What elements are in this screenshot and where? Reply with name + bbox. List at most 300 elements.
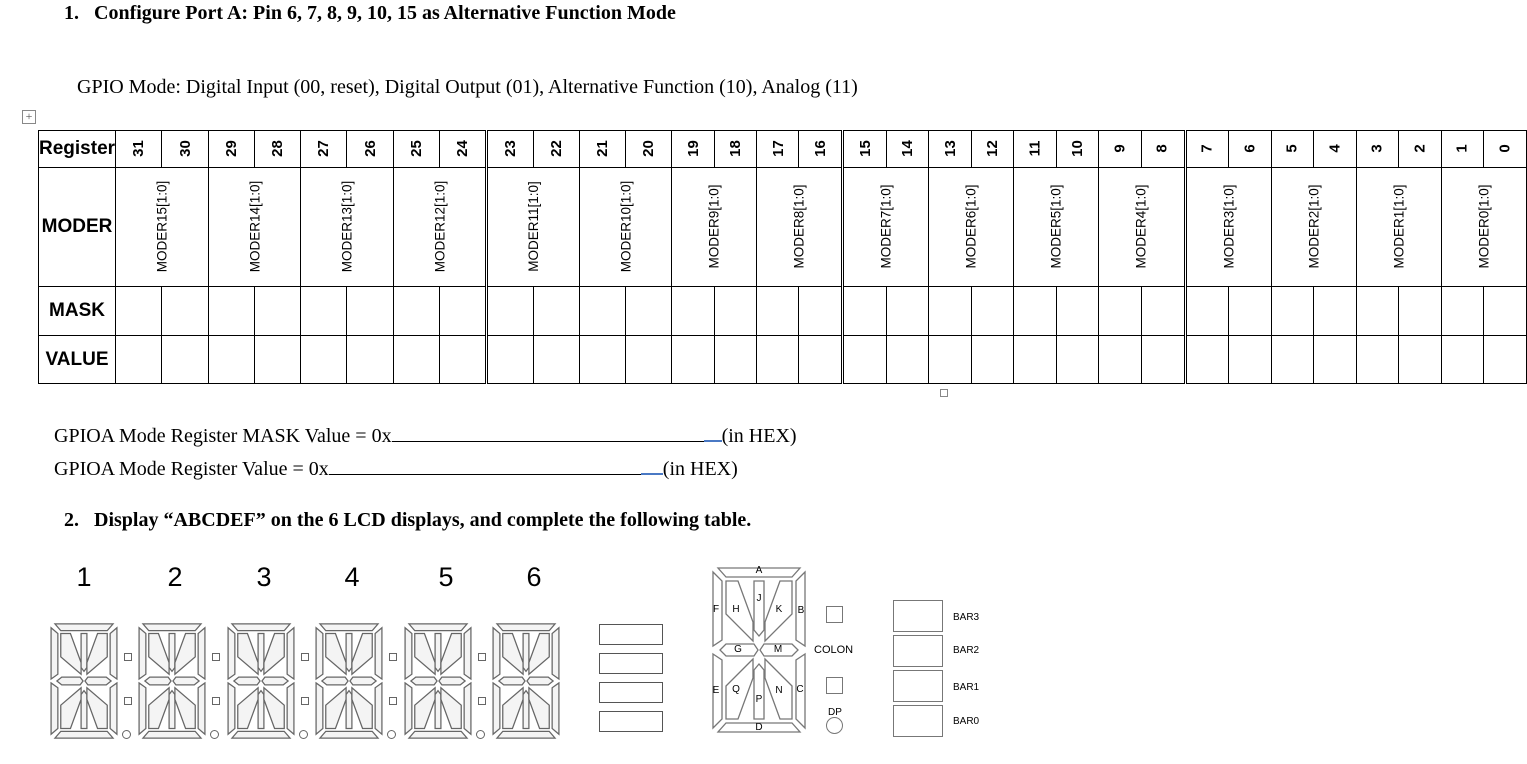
moder-field-label: MODER10[1:0]: [618, 180, 634, 273]
question-1-title: Configure Port A: Pin 6, 7, 8, 9, 10, 15 as Alternative Function Mode: [94, 2, 676, 24]
value-bit-input[interactable]: [971, 336, 1014, 384]
value-hex-suffix: (in HEX): [662, 458, 738, 480]
question-2-heading: [64, 509, 751, 532]
segment-q: [326, 688, 346, 729]
mask-bit-input[interactable]: [1229, 287, 1271, 336]
mask-bit-input[interactable]: [116, 287, 162, 336]
value-bit-input[interactable]: [714, 336, 757, 384]
bit-number-cell: [757, 131, 799, 168]
segment-f: [228, 628, 235, 679]
bar2-label: BAR2: [953, 645, 980, 656]
decimal-point: [387, 730, 396, 739]
segment-n: [441, 688, 461, 729]
segment-e: [51, 683, 58, 734]
segment-b: [287, 628, 294, 679]
mask-bit-input[interactable]: [1399, 287, 1442, 336]
colon-upper-box: [826, 606, 843, 623]
mask-bit-input[interactable]: [1099, 287, 1141, 336]
bit-number-cell: [799, 131, 843, 168]
segment-p-outline: [754, 664, 764, 719]
mask-bit-input[interactable]: [487, 287, 534, 336]
colon-dot-upper: [124, 653, 132, 661]
value-bit-input[interactable]: [393, 336, 439, 384]
mask-bit-input[interactable]: [1441, 287, 1484, 336]
segment-p: [81, 691, 87, 729]
segment-d: [497, 731, 555, 738]
value-bit-input[interactable]: [208, 336, 254, 384]
bar3-box: [893, 600, 943, 632]
colon-dot-lower: [389, 697, 397, 705]
table-resize-handle[interactable]: [940, 389, 948, 397]
moder-field-label: MODER1[1:0]: [1391, 184, 1407, 269]
segment-j: [346, 634, 352, 672]
moder-field-label: MODER8[1:0]: [791, 184, 807, 269]
mask-bit-input[interactable]: [347, 287, 393, 336]
value-bit-input[interactable]: [1141, 336, 1185, 384]
decimal-point: [476, 730, 485, 739]
moder-field-label: MODER9[1:0]: [706, 184, 722, 269]
segment-label-h: H: [732, 604, 740, 615]
segment-g: [57, 677, 83, 685]
segment-h: [415, 634, 435, 675]
bit-number: 0: [1496, 144, 1514, 153]
moder-row: [39, 168, 1527, 287]
value-hex-marker: [641, 457, 663, 475]
segment-j-outline: [754, 581, 764, 636]
bit-number-cell: [301, 131, 347, 168]
mask-hex-line: [54, 424, 797, 448]
bit-number: 2: [1411, 144, 1429, 153]
segment-label-p: P: [755, 694, 763, 705]
moder-field-cell: [757, 168, 843, 287]
segment-j: [435, 634, 441, 672]
segment-j: [523, 634, 529, 672]
segment-n: [264, 688, 284, 729]
segment-m: [350, 677, 376, 685]
segment-h: [61, 634, 81, 675]
segment-label-b: B: [797, 605, 805, 616]
segment-a: [232, 624, 290, 631]
mask-bit-input[interactable]: [1141, 287, 1185, 336]
lcd-digit-2: [132, 620, 212, 742]
lcd-bar-segment: [599, 653, 663, 674]
value-bit-input[interactable]: [672, 336, 715, 384]
mask-bit-input[interactable]: [579, 287, 625, 336]
mask-bit-input[interactable]: [208, 287, 254, 336]
segment-c: [110, 683, 117, 734]
lcd-bar-segment: [599, 711, 663, 732]
moder-field-cell: [487, 168, 580, 287]
bit-number-cell: [1441, 131, 1484, 168]
moder-field-label: MODER4[1:0]: [1133, 184, 1149, 269]
segment-p: [523, 691, 529, 729]
mask-bit-input[interactable]: [254, 287, 300, 336]
moder-field-cell: [301, 168, 394, 287]
bit-number: 22: [548, 140, 566, 157]
bit-number-cell: [1014, 131, 1057, 168]
segment-label-j: J: [756, 593, 762, 604]
colon-dot-lower: [478, 697, 486, 705]
segment-f: [51, 628, 58, 679]
value-bit-input[interactable]: [347, 336, 393, 384]
segment-c: [198, 683, 205, 734]
moder-field-cell: [393, 168, 487, 287]
bit-number-cell: [1099, 131, 1141, 168]
value-bit-input[interactable]: [843, 336, 887, 384]
bit-number-cell: [116, 131, 162, 168]
segment-d: [320, 731, 378, 738]
question-1-heading: [64, 2, 676, 25]
dp-label: DP: [828, 707, 842, 718]
segment-m: [173, 677, 199, 685]
lcd-digit-6: [486, 620, 566, 742]
mask-bit-input[interactable]: [1014, 287, 1057, 336]
segment-map-diagram: [704, 562, 814, 742]
segment-h: [149, 634, 169, 675]
bit-number: 20: [640, 140, 658, 157]
decimal-point: [210, 730, 219, 739]
mask-label: MASK: [39, 287, 116, 336]
question-1-number: 1.: [64, 2, 79, 24]
lcd-digit-3: [221, 620, 301, 742]
bit-number: 25: [407, 140, 425, 157]
mask-bit-input[interactable]: [672, 287, 715, 336]
moder-field-label: MODER3[1:0]: [1221, 184, 1237, 269]
register-header-row: [39, 131, 1527, 168]
bit-number: 19: [684, 140, 702, 157]
moder-field-label: MODER12[1:0]: [431, 180, 447, 273]
segment-q: [238, 688, 258, 729]
mask-bit-input[interactable]: [1185, 287, 1229, 336]
segment-c: [552, 683, 559, 734]
question-2-number: 2.: [64, 509, 79, 531]
bit-number-cell: [1141, 131, 1185, 168]
segment-m: [527, 677, 553, 685]
mask-bit-input[interactable]: [929, 287, 972, 336]
value-bit-input[interactable]: [887, 336, 929, 384]
mask-bit-input[interactable]: [1056, 287, 1099, 336]
value-bit-input[interactable]: [1271, 336, 1314, 384]
value-bit-input[interactable]: [162, 336, 208, 384]
bit-number: 7: [1198, 144, 1216, 153]
moder-field-cell: [672, 168, 757, 287]
lcd-digit-1: [44, 620, 124, 742]
bit-number-cell: [1056, 131, 1099, 168]
bit-number-cell: [929, 131, 972, 168]
colon-dot-lower: [124, 697, 132, 705]
mask-hex-blank[interactable]: [392, 425, 704, 442]
bit-number: 14: [899, 140, 917, 157]
bit-number-cell: [487, 131, 534, 168]
bit-number: 5: [1283, 144, 1301, 153]
value-bit-input[interactable]: [579, 336, 625, 384]
segment-g: [145, 677, 171, 685]
bit-number: 16: [811, 140, 829, 157]
bit-number-cell: [971, 131, 1014, 168]
segment-h: [238, 634, 258, 675]
bit-number: 13: [941, 140, 959, 157]
segment-j: [258, 634, 264, 672]
segment-d: [409, 731, 467, 738]
colon-lower-box: [826, 677, 843, 694]
bit-number: 31: [130, 140, 148, 157]
segment-p: [346, 691, 352, 729]
bit-number: 23: [502, 140, 520, 157]
segment-f: [405, 628, 412, 679]
mask-hex-prefix: GPIOA Mode Register MASK Value = 0x: [54, 425, 392, 447]
value-label: VALUE: [39, 336, 116, 384]
dp-circle: [826, 717, 843, 734]
segment-label-k: K: [775, 604, 783, 615]
moder-field-label: MODER6[1:0]: [963, 184, 979, 269]
decimal-point: [299, 730, 308, 739]
segment-label-q: Q: [732, 684, 740, 695]
lcd-position-number: 1: [76, 562, 92, 592]
gpio-mode-description: GPIO Mode: Digital Input (00, reset), Digital Output (01), Alternative Function (10), Analog (11): [77, 76, 858, 98]
colon-dot-lower: [301, 697, 309, 705]
bit-number: 18: [727, 140, 745, 157]
segment-d: [143, 731, 201, 738]
value-bit-input[interactable]: [799, 336, 843, 384]
lcd-digit-4: [309, 620, 389, 742]
segment-m: [439, 677, 465, 685]
lcd-position-number: 2: [167, 562, 183, 592]
colon-dot-upper: [478, 653, 486, 661]
segment-c: [464, 683, 471, 734]
bit-number-cell: [393, 131, 439, 168]
moder-field-cell: [843, 168, 929, 287]
moder-field-label: MODER13[1:0]: [339, 180, 355, 273]
segment-label-e: E: [712, 685, 720, 696]
mask-bit-input[interactable]: [301, 287, 347, 336]
value-bit-input[interactable]: [534, 336, 579, 384]
segment-a: [143, 624, 201, 631]
value-bit-input[interactable]: [1014, 336, 1057, 384]
segment-label-m: M: [773, 644, 783, 655]
segment-p: [169, 691, 175, 729]
bit-number-cell: [347, 131, 393, 168]
bit-number: 27: [315, 140, 333, 157]
segment-label-n: N: [775, 685, 783, 696]
segment-e: [493, 683, 500, 734]
bit-number-cell: [843, 131, 887, 168]
bit-number-cell: [1271, 131, 1314, 168]
mask-bit-input[interactable]: [887, 287, 929, 336]
mask-bit-input[interactable]: [971, 287, 1014, 336]
bit-number-cell: [1314, 131, 1357, 168]
segment-e: [228, 683, 235, 734]
value-bit-input[interactable]: [1099, 336, 1141, 384]
segment-e: [405, 683, 412, 734]
colon-dot-upper: [389, 653, 397, 661]
value-bit-input[interactable]: [1056, 336, 1099, 384]
table-move-handle-icon[interactable]: +: [22, 110, 36, 124]
segment-e: [316, 683, 323, 734]
moder-field-cell: [1441, 168, 1526, 287]
lcd-position-number: 3: [256, 562, 272, 592]
bit-number: 3: [1368, 144, 1386, 153]
segment-p: [258, 691, 264, 729]
colon-dot-upper: [301, 653, 309, 661]
bit-number-cell: [534, 131, 579, 168]
lcd-digit-5: [398, 620, 478, 742]
moder-field-label: MODER14[1:0]: [246, 180, 262, 273]
bit-number: 15: [856, 140, 874, 157]
bit-number-cell: [887, 131, 929, 168]
segment-f: [316, 628, 323, 679]
lcd-position-number: 4: [344, 562, 360, 592]
bit-number: 8: [1154, 144, 1172, 153]
moder-field-cell: [929, 168, 1014, 287]
segment-m: [85, 677, 111, 685]
bit-number: 10: [1069, 140, 1087, 157]
segment-q: [149, 688, 169, 729]
value-row: [39, 336, 1527, 384]
segment-q: [415, 688, 435, 729]
segment-b: [110, 628, 117, 679]
value-bit-input[interactable]: [929, 336, 972, 384]
mask-bit-input[interactable]: [1356, 287, 1399, 336]
value-hex-line: [54, 457, 738, 481]
register-header-label: Register: [39, 131, 116, 168]
value-bit-input[interactable]: [487, 336, 534, 384]
lcd-bar-segment: [599, 624, 663, 645]
segment-label-f: F: [712, 604, 720, 615]
value-bit-input[interactable]: [301, 336, 347, 384]
segment-n: [87, 688, 107, 729]
value-bit-input[interactable]: [439, 336, 487, 384]
lcd-position-number: 6: [526, 562, 542, 592]
moder-field-cell: [1099, 168, 1185, 287]
bit-number: 11: [1026, 140, 1044, 157]
value-bit-input[interactable]: [1484, 336, 1527, 384]
value-bit-input[interactable]: [1441, 336, 1484, 384]
segment-d: [232, 731, 290, 738]
mask-bit-input[interactable]: [1314, 287, 1357, 336]
segment-q: [61, 688, 81, 729]
segment-n: [175, 688, 195, 729]
moder-field-cell: [1356, 168, 1441, 287]
mask-row: [39, 287, 1527, 336]
register-table: [38, 130, 1527, 384]
bit-number-cell: [1399, 131, 1442, 168]
bit-number: 9: [1111, 144, 1129, 153]
mask-bit-input[interactable]: [757, 287, 799, 336]
moder-field-cell: [116, 168, 209, 287]
question-2-title: Display “ABCDEF” on the 6 LCD displays, and complete the following table.: [94, 509, 752, 531]
colon-dot-upper: [212, 653, 220, 661]
mask-bit-input[interactable]: [534, 287, 579, 336]
moder-field-label: MODER5[1:0]: [1048, 184, 1064, 269]
segment-b: [198, 628, 205, 679]
bit-number-cell: [1356, 131, 1399, 168]
decimal-point: [122, 730, 131, 739]
value-bit-input[interactable]: [626, 336, 672, 384]
bit-number: 30: [176, 140, 194, 157]
bit-number: 1: [1453, 144, 1471, 153]
moder-field-cell: [1185, 168, 1271, 287]
bit-number-cell: [162, 131, 208, 168]
segment-k: [87, 634, 107, 675]
mask-bit-input[interactable]: [626, 287, 672, 336]
segment-f: [139, 628, 146, 679]
mask-bit-input[interactable]: [393, 287, 439, 336]
mask-bit-input[interactable]: [1271, 287, 1314, 336]
mask-bit-input[interactable]: [1484, 287, 1527, 336]
bar0-box: [893, 705, 943, 737]
bit-number: 6: [1241, 144, 1259, 153]
bit-number-cell: [714, 131, 757, 168]
bit-number: 12: [984, 140, 1002, 157]
value-bit-input[interactable]: [757, 336, 799, 384]
moder-field-label: MODER0[1:0]: [1476, 184, 1492, 269]
bit-number-cell: [1229, 131, 1271, 168]
mask-bit-input[interactable]: [439, 287, 487, 336]
value-hex-blank[interactable]: [329, 458, 641, 475]
segment-k: [441, 634, 461, 675]
mask-bit-input[interactable]: [162, 287, 208, 336]
value-bit-input[interactable]: [1356, 336, 1399, 384]
lcd-position-number: 5: [438, 562, 454, 592]
segment-h: [326, 634, 346, 675]
value-bit-input[interactable]: [1229, 336, 1271, 384]
bit-number-cell: [1484, 131, 1527, 168]
bit-number-cell: [579, 131, 625, 168]
bit-number: 28: [268, 140, 286, 157]
mask-bit-input[interactable]: [799, 287, 843, 336]
bit-number: 17: [769, 140, 787, 157]
value-bit-input[interactable]: [1314, 336, 1357, 384]
bit-number-cell: [208, 131, 254, 168]
value-bit-input[interactable]: [116, 336, 162, 384]
moder-field-label: MODER2[1:0]: [1306, 184, 1322, 269]
segment-n: [529, 688, 549, 729]
segment-g: [234, 677, 260, 685]
value-bit-input[interactable]: [1185, 336, 1229, 384]
mask-bit-input[interactable]: [714, 287, 757, 336]
bar3-label: BAR3: [953, 612, 980, 623]
segment-a: [320, 624, 378, 631]
segment-k: [529, 634, 549, 675]
bar2-box: [893, 635, 943, 667]
segment-a: [409, 624, 467, 631]
bit-number: 29: [222, 140, 240, 157]
moder-field-label: MODER11[1:0]: [525, 181, 541, 272]
segment-a: [497, 624, 555, 631]
value-bit-input[interactable]: [254, 336, 300, 384]
segment-label-d: D: [755, 722, 763, 733]
moder-field-cell: [1271, 168, 1356, 287]
moder-field-cell: [1014, 168, 1099, 287]
bit-number-cell: [254, 131, 300, 168]
value-bit-input[interactable]: [1399, 336, 1442, 384]
segment-b: [375, 628, 382, 679]
value-hex-prefix: GPIOA Mode Register Value = 0x: [54, 458, 329, 480]
segment-k: [352, 634, 372, 675]
mask-bit-input[interactable]: [843, 287, 887, 336]
colon-label: COLON: [814, 644, 854, 656]
bit-number-cell: [626, 131, 672, 168]
moder-field-cell: [579, 168, 672, 287]
segment-c: [375, 683, 382, 734]
segment-j: [81, 634, 87, 672]
moder-field-label: MODER15[1:0]: [154, 180, 170, 273]
bar0-label: BAR0: [953, 716, 980, 727]
bit-number-cell: [1185, 131, 1229, 168]
segment-g: [499, 677, 525, 685]
segment-n: [352, 688, 372, 729]
colon-dot-lower: [212, 697, 220, 705]
